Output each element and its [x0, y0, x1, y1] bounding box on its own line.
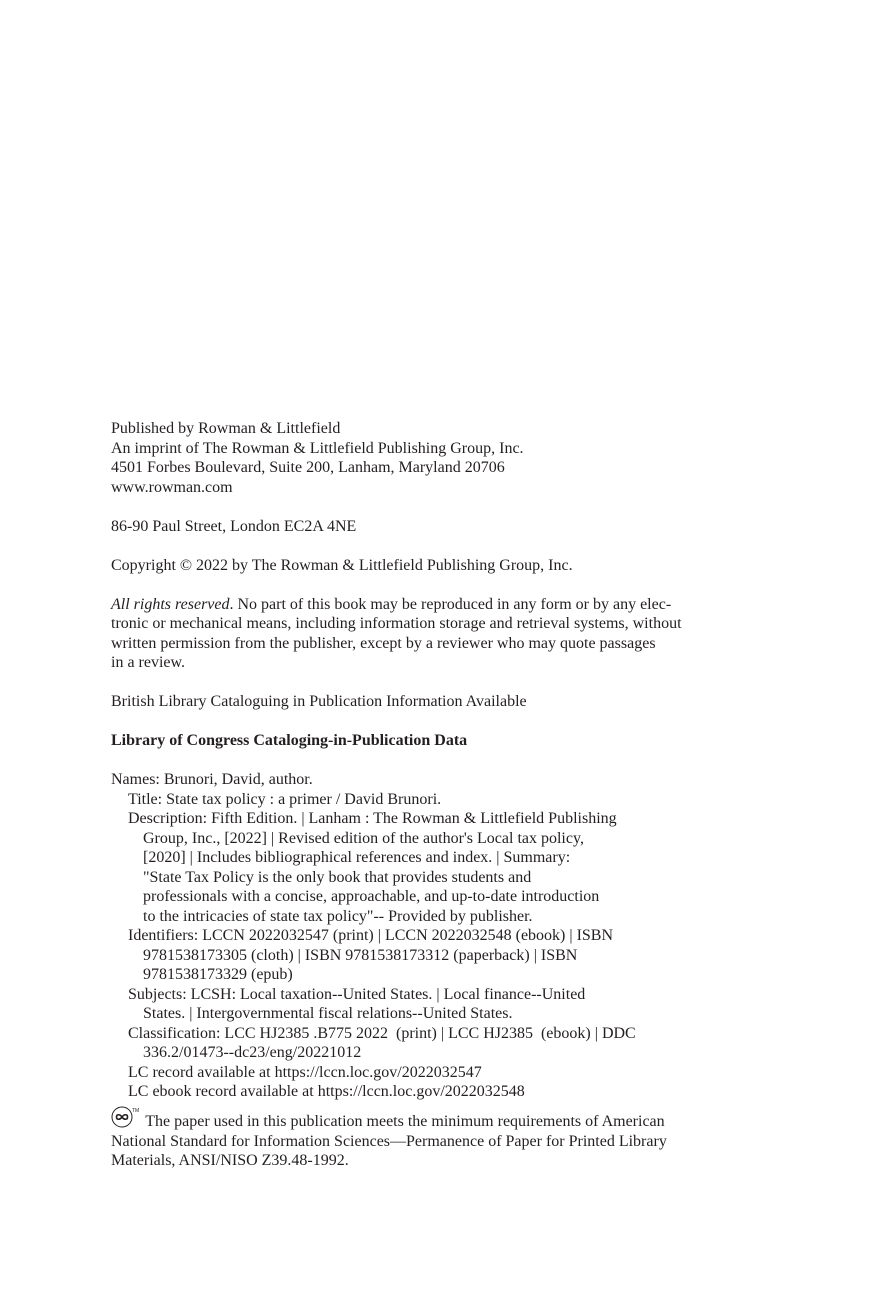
loc-identifiers-cont: 9781538173305 (cloth) | ISBN 9781538173312 (paperback) | ISBN — [143, 946, 578, 964]
loc-names: Names: Brunori, David, author. — [111, 771, 313, 788]
loc-identifiers: Identifiers: LCCN 2022032547 (print) | LCCN 2022032548 (ebook) | ISBN — [128, 927, 614, 944]
rights-line-3: written permission from the publisher, except by a reviewer who may quote passages — [111, 634, 656, 652]
london-address: 86-90 Paul Street, London EC2A 4NE — [111, 517, 357, 535]
notice-line-1-text: The paper used in this publication meets the minimum requirements of American — [145, 1113, 665, 1130]
loc-description-cont: to the intricacies of state tax policy"-- Provided by publisher. — [143, 907, 533, 925]
loc-description-cont: professionals with a concise, approachable, and up-to-date introduction — [143, 888, 600, 905]
rights-reserved-italic: All rights reserved — [111, 595, 230, 613]
rights-line-1 — [111, 595, 751, 615]
notice-line-2: National Standard for Information Sciences—Permanence of Paper for Printed Library — [111, 1132, 667, 1150]
notice-line-3: Materials, ANSI/NISO Z39.48-1992. — [111, 1152, 349, 1169]
rights-line-2: tronic or mechanical means, including information storage and retrieval systems, without — [111, 615, 682, 632]
publisher-address: 4501 Forbes Boulevard, Suite 200, Lanham, Maryland 20706 — [111, 459, 505, 476]
loc-title: Title: State tax policy : a primer / David Brunori. — [128, 790, 442, 808]
loc-classification-cont: 336.2/01473--dc23/eng/20221012 — [143, 1044, 362, 1061]
publisher-line-2: An imprint of The Rowman & Littlefield Publishing Group, Inc. — [111, 439, 524, 457]
loc-description-cont: "State Tax Policy is the only book that provides students and — [143, 868, 532, 886]
publisher-website: www.rowman.com — [111, 478, 233, 496]
loc-subjects: Subjects: LCSH: Local taxation--United States. | Local finance--United — [128, 985, 586, 1003]
loc-description-cont: [2020] | Includes bibliographical references and index. | Summary: — [143, 849, 571, 866]
loc-description: Description: Fifth Edition. | Lanham : The Rowman & Littlefield Publishing — [128, 810, 617, 827]
rights-line-4: in a review. — [111, 654, 186, 671]
loc-subjects-cont: States. | Intergovernmental fiscal relations--United States. — [143, 1005, 513, 1022]
copyright-page-body — [111, 419, 751, 1102]
copyright-notice: Copyright © 2022 by The Rowman & Littlefield Publishing Group, Inc. — [111, 556, 573, 574]
loc-identifiers-cont: 9781538173329 (epub) — [143, 966, 293, 983]
publisher-line-1: Published by Rowman & Littlefield — [111, 420, 341, 437]
notice-line-1 — [111, 1102, 751, 1132]
paper-permanence-notice — [111, 1102, 751, 1171]
british-library-note: British Library Cataloguing in Publication Information Available — [111, 693, 527, 710]
permanence-of-paper-infinity-icon — [111, 1106, 133, 1128]
rights-line-1-rest: . No part of this book may be reproduced in any form or by any elec- — [229, 595, 672, 613]
loc-ebook-record: LC ebook record available at https://lccn.loc.gov/2022032548 — [128, 1083, 525, 1100]
loc-heading: Library of Congress Cataloging-in-Publication Data — [111, 732, 468, 749]
loc-classification: Classification: LCC HJ2385 .B775 2022 (print) | LCC HJ2385 (ebook) | DDC — [128, 1024, 636, 1042]
trademark-mark: TM — [132, 1108, 140, 1114]
loc-record: LC record available at https://lccn.loc.gov/2022032547 — [128, 1063, 482, 1081]
loc-description-cont: Group, Inc., [2022] | Revised edition of the author's Local tax policy, — [143, 829, 584, 847]
